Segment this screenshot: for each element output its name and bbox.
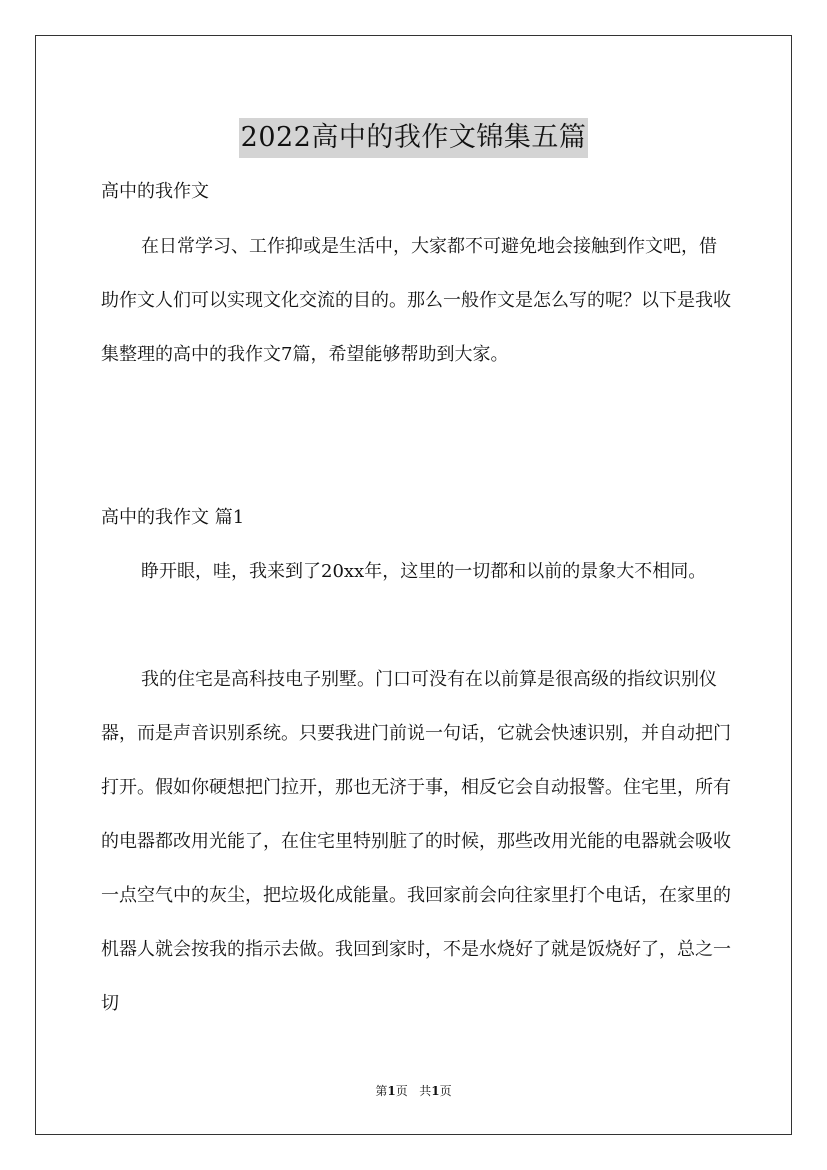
footer-page-total: 1 — [431, 1084, 440, 1098]
intro-paragraph: 在日常学习、工作抑或是生活中，大家都不可避免地会接触到作文吧，借助作文人们可以实现文化交流的目的。那么一般作文是怎么写的呢？以下是我收集整理的高中的我作文7篇，希望能够帮助到大家。 — [101, 236, 731, 365]
footer-total-prefix: 共 — [419, 1084, 432, 1098]
footer-page-unit: 页 — [395, 1084, 408, 1098]
section1-paragraph-2: 我的住宅是高科技电子别墅。门口可没有在以前算是很高级的指纹识别仪器，而是声音识别系统。只要我进门前说一句话，它就会快速识别，并自动把门打开。假如你硬想把门拉开，那也无济于事，相反它会自动报警。住宅里，所有的电器都改用光能了，在住宅里特别脏了的时候，那些改用光能的电器就会吸收一点空气中的灰尘，把垃圾化成能量。我回家前会向往家里打个电话，在家里的机器人就会按我的指示去做。我回到家时，不是水烧好了就是饭烧好了，总之一切 — [101, 669, 731, 1014]
footer-total-unit: 页 — [439, 1084, 452, 1098]
footer-page-prefix: 第 — [375, 1084, 388, 1098]
footer-page-current: 1 — [387, 1084, 396, 1098]
document-title: 2022高中的我作文锦集五篇 — [239, 118, 589, 158]
page-footer — [0, 1083, 827, 1099]
intro-heading: 高中的我作文 — [101, 181, 209, 202]
section1-paragraph-1: 睁开眼，哇，我来到了20xx年，这里的一切都和以前的景象大不相同。 — [141, 561, 707, 582]
section1-heading: 高中的我作文 篇1 — [101, 507, 245, 528]
